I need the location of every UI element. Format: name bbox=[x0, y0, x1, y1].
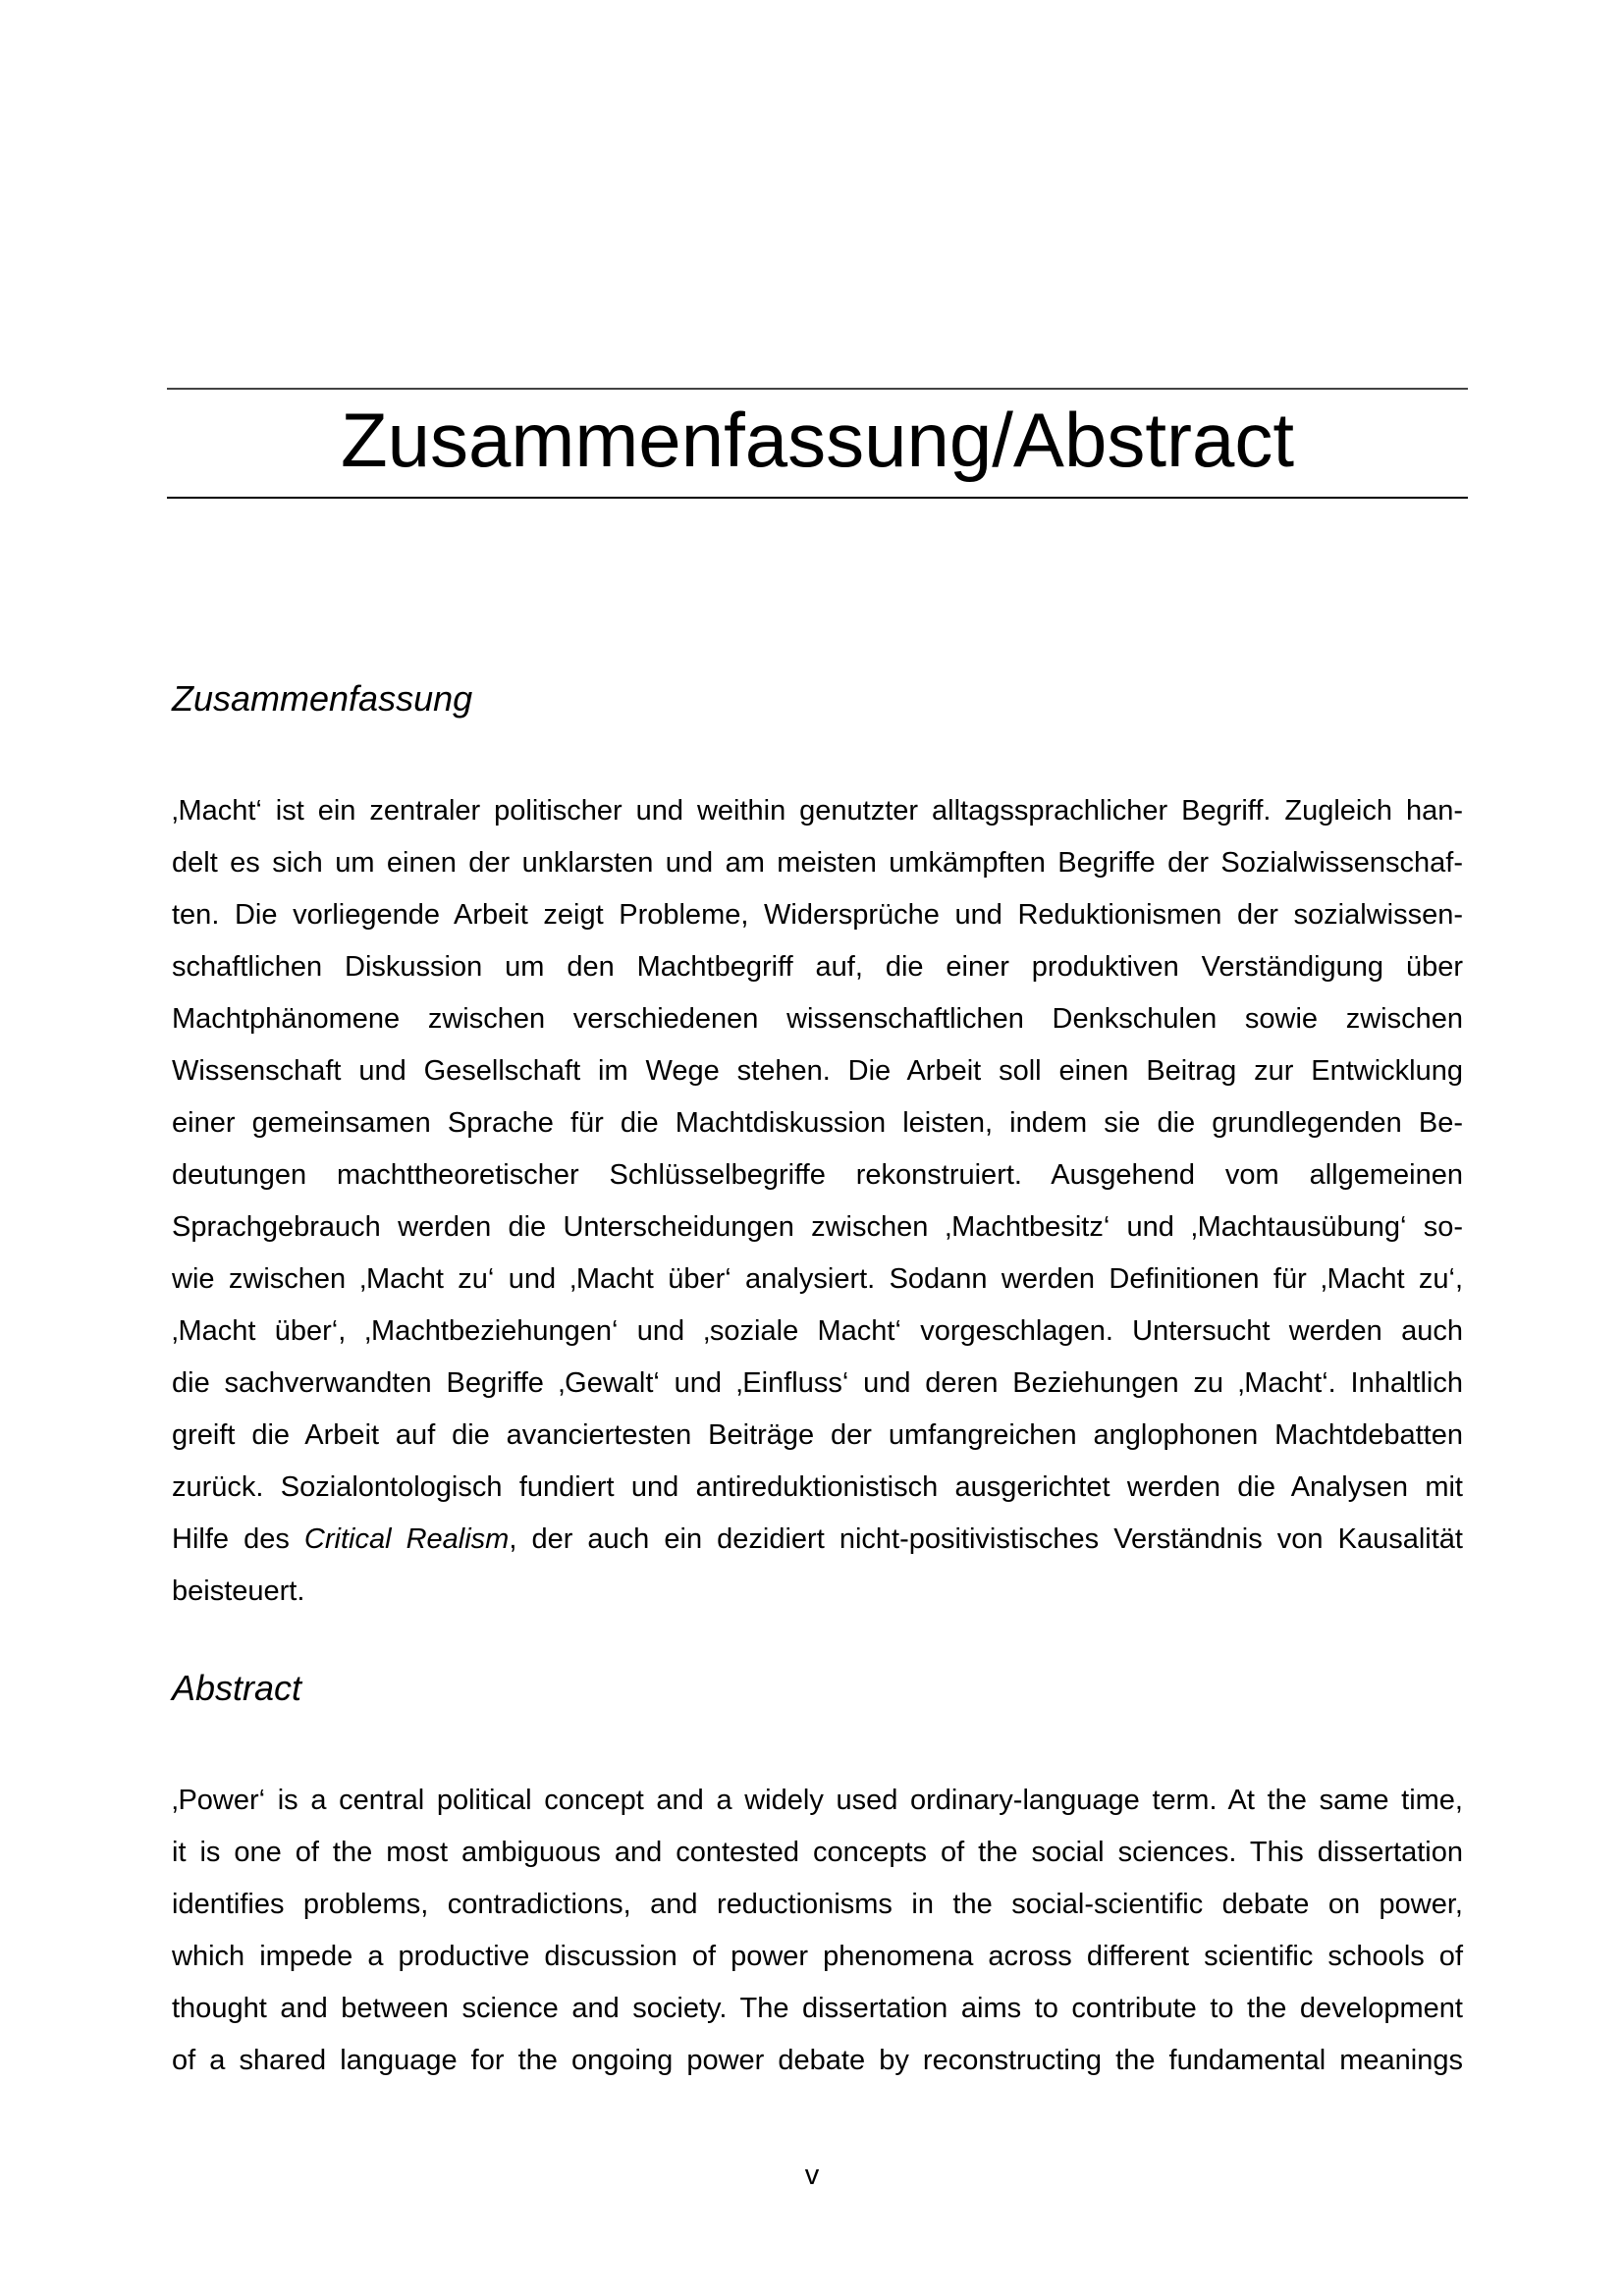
text-line: identifies problems, contradictions, and reductionisms in the social-scientific debate on power, bbox=[172, 1889, 1463, 1920]
text-segment: , der auch ein dezidiert nicht-positivistisches Verständnis von Kausalität bbox=[509, 1523, 1463, 1555]
text-line: greift die Arbeit auf die avanciertesten Beiträge der umfangreichen anglophonen Machtdebatten bbox=[172, 1419, 1463, 1451]
text-line: ‚Macht über‘, ‚Machtbeziehungen‘ und ‚soziale Macht‘ vorgeschlagen. Untersucht werden auch bbox=[172, 1315, 1463, 1347]
paragraph-abstract bbox=[172, 1775, 1463, 2087]
text-line: Machtphänomene zwischen verschiedenen wissenschaftlichen Denkschulen sowie zwischen bbox=[172, 1003, 1463, 1035]
text-line: Sprachgebrauch werden die Unterscheidungen zwischen ‚Machtbesitz‘ und ‚Machtausübung‘ so- bbox=[172, 1211, 1463, 1243]
text-line: of a shared language for the ongoing power debate by reconstructing the fundamental meanings bbox=[172, 2045, 1463, 2076]
title-bottom-rule bbox=[167, 497, 1468, 499]
text-line: Wissenschaft und Gesellschaft im Wege stehen. Die Arbeit soll einen Beitrag zur Entwicklung bbox=[172, 1055, 1463, 1087]
paragraph-zusammenfassung bbox=[172, 785, 1463, 1618]
emphasis-critical-realism: Critical Realism bbox=[303, 1523, 510, 1555]
text-line-critical-realism bbox=[172, 1514, 1463, 1566]
text-line: zurück. Sozialontologisch fundiert und antireduktionistisch ausgerichtet werden die Analysen mit bbox=[172, 1471, 1463, 1503]
text-line: einer gemeinsamen Sprache für die Machtdiskussion leisten, indem sie die grundlegenden Be- bbox=[172, 1107, 1463, 1139]
page-number: v bbox=[804, 2160, 820, 2191]
chapter-title: Zusammenfassung/Abstract bbox=[340, 397, 1295, 483]
text-line: which impede a productive discussion of power phenomena across different scientific schools of bbox=[172, 1941, 1463, 1972]
text-segment: Hilfe des bbox=[172, 1523, 304, 1555]
text-line: delt es sich um einen der unklarsten und am meisten umkämpften Begriffe der Sozialwissenschaf- bbox=[172, 847, 1463, 879]
text-line: beisteuert. bbox=[172, 1575, 305, 1607]
text-line: die sachverwandten Begriffe ‚Gewalt‘ und ‚Einfluss‘ und deren Beziehungen zu ‚Macht‘. Inhaltlich bbox=[172, 1367, 1463, 1399]
text-line: schaftlichen Diskussion um den Machtbegriff auf, die einer produktiven Verständigung über bbox=[172, 951, 1463, 983]
text-line: ten. Die vorliegende Arbeit zeigt Probleme, Widersprüche und Reduktionismen der sozialwissen- bbox=[172, 899, 1463, 931]
text-line: thought and between science and society. The dissertation aims to contribute to the development bbox=[172, 1993, 1463, 2024]
text-line: deutungen machttheoretischer Schlüsselbegriffe rekonstruiert. Ausgehend vom allgemeinen bbox=[172, 1159, 1463, 1191]
section-heading-zusammenfassung: Zusammenfassung bbox=[172, 678, 473, 719]
title-top-rule bbox=[167, 388, 1468, 390]
text-line: it is one of the most ambiguous and contested concepts of the social sciences. This dissertation bbox=[172, 1837, 1463, 1868]
text-line: ‚Power‘ is a central political concept and a widely used ordinary-language term. At the same time, bbox=[172, 1785, 1463, 1816]
section-heading-abstract: Abstract bbox=[172, 1668, 302, 1708]
text-line: ‚Macht‘ ist ein zentraler politischer und weithin genutzter alltagssprachlicher Begriff. Zugleich han- bbox=[172, 795, 1463, 827]
text-line: wie zwischen ‚Macht zu‘ und ‚Macht über‘ analysiert. Sodann werden Definitionen für ‚Macht zu‘, bbox=[172, 1263, 1463, 1295]
